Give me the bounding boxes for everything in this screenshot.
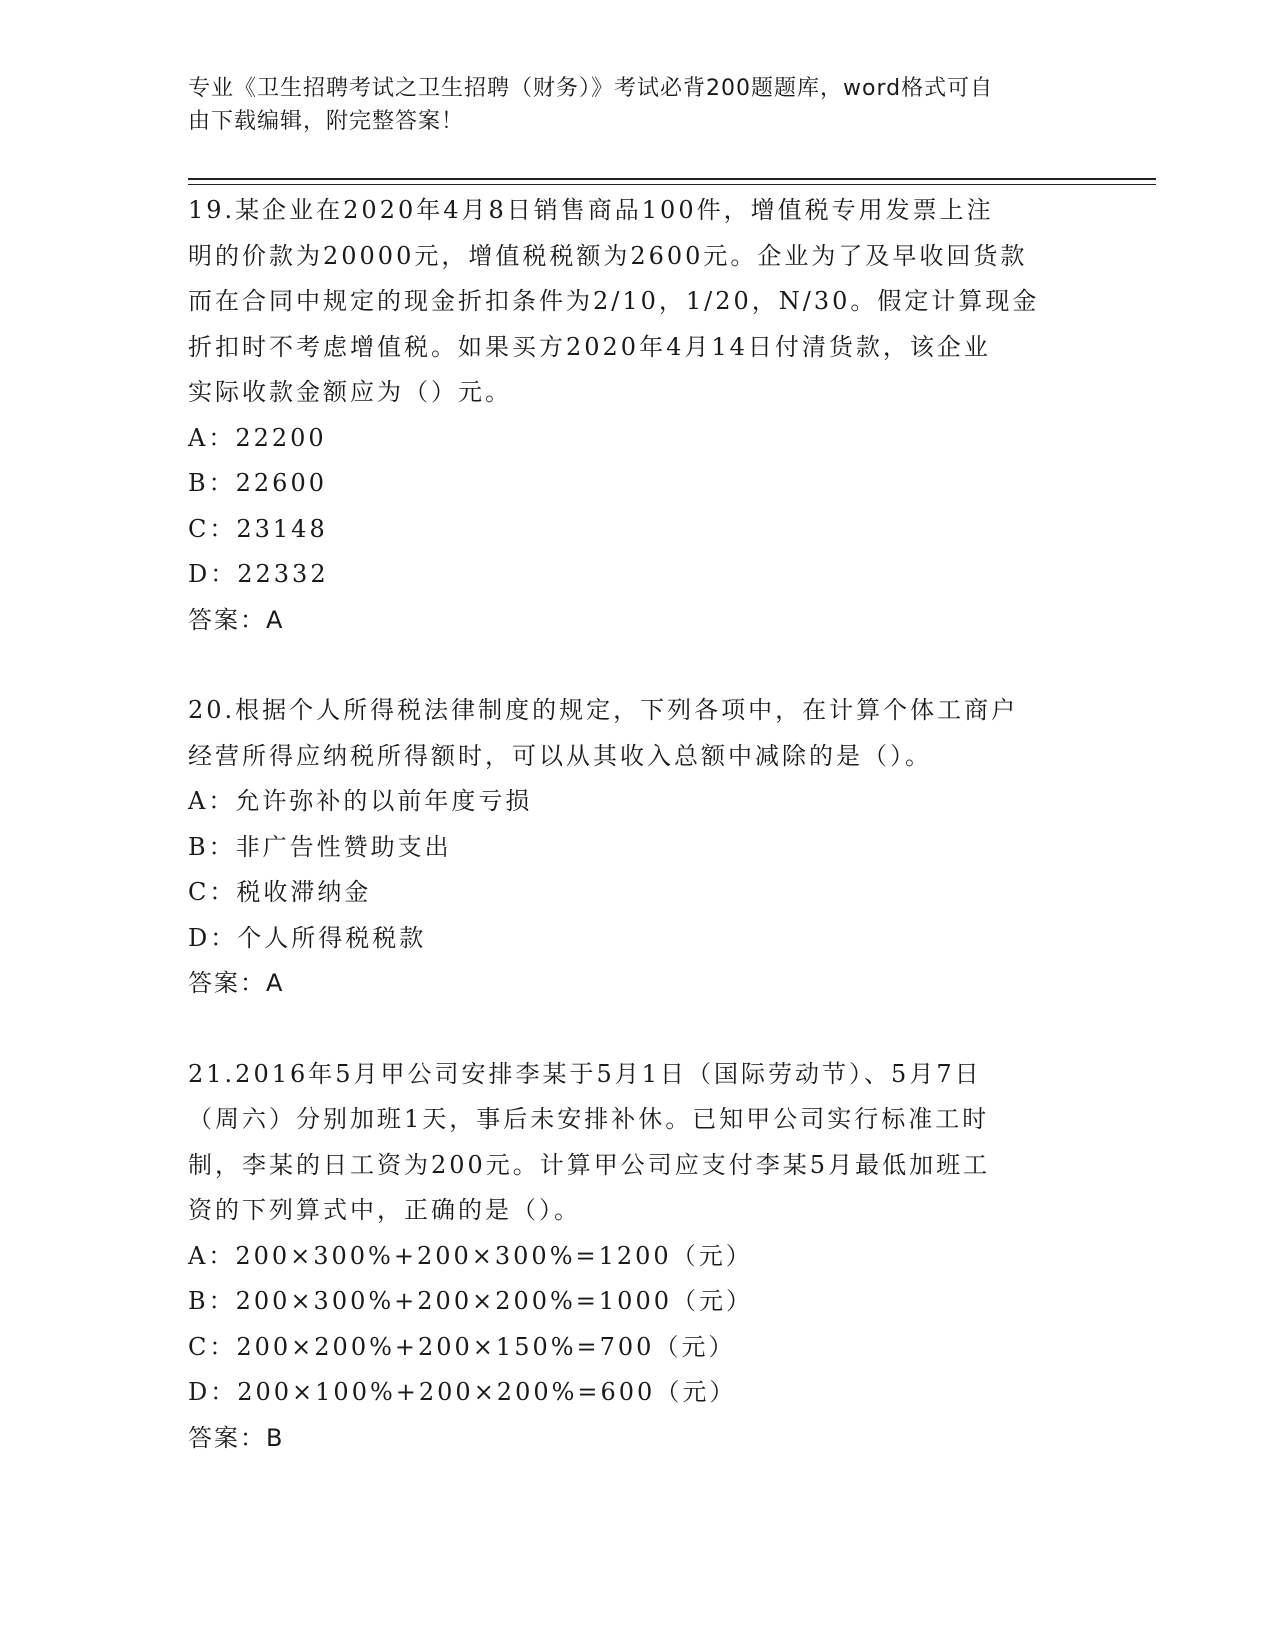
question-text-line: 19.某企业在2020年4月8日销售商品100件，增值税专用发票上注 — [188, 196, 994, 224]
question-text-line: 明的价款为20000元，增值税税额为2600元。企业为了及早收回货款 — [188, 241, 1028, 270]
answer: 答案：A — [188, 969, 285, 997]
question-text-line: 制，李某的日工资为200元。计算甲公司应支付李某5月最低加班工 — [188, 1150, 991, 1179]
option-c: C：税收滞纳金 — [188, 878, 372, 906]
question-text-line: 21.2016年5月甲公司安排李某于5月1日（国际劳动节）、5月7日 — [188, 1059, 982, 1088]
question-19 — [188, 188, 1088, 643]
option-a: A：允许弥补的以前年度亏损 — [188, 787, 533, 815]
question-text-line: 折扣时不考虑增值税。如果买方2020年4月14日付清货款，该企业 — [188, 332, 991, 361]
question-text-line: 20.根据个人所得税法律制度的规定，下列各项中，在计算个体工商户 — [188, 696, 1019, 724]
answer: 答案：B — [188, 1423, 285, 1452]
question-text-line: 经营所得应纳税所得额时，可以从其收入总额中减除的是（）。 — [188, 741, 932, 770]
option-d: D：个人所得税税款 — [188, 923, 427, 952]
option-b: B：非广告性赞助支出 — [188, 832, 452, 861]
header-rule-thick — [188, 178, 1156, 180]
option-a: A：200×300%+200×300%=1200（元） — [188, 1241, 753, 1270]
header-rule-thin — [188, 184, 1156, 185]
header-line-2: 由下载编辑，附完整答案！ — [188, 109, 465, 134]
option-c: C：23148 — [188, 514, 328, 543]
question-list — [188, 188, 1088, 1461]
spacer — [188, 643, 1088, 688]
question-text-line: 而在合同中规定的现金折扣条件为2/10，1/20，N/30。假定计算现金 — [188, 287, 1040, 315]
option-a: A：22200 — [188, 423, 327, 452]
question-text-line: （周六）分别加班1天，事后未安排补休。已知甲公司实行标准工时 — [188, 1105, 990, 1133]
question-text-line: 资的下列算式中，正确的是（）。 — [188, 1196, 581, 1224]
answer: 答案：A — [188, 605, 285, 634]
question-20 — [188, 688, 1088, 1007]
option-d: D：200×100%+200×200%=600（元） — [188, 1378, 737, 1406]
spacer — [188, 1007, 1088, 1052]
document-header — [188, 72, 1068, 138]
question-text-line: 实际收款金额应为（）元。 — [188, 378, 512, 406]
question-21 — [188, 1052, 1088, 1462]
option-b: B：22600 — [188, 469, 327, 497]
option-b: B：200×300%+200×200%=1000（元） — [188, 1287, 753, 1315]
option-d: D：22332 — [188, 560, 329, 588]
option-c: C：200×200%+200×150%=700（元） — [188, 1332, 736, 1361]
header-line-1: 专业《卫生招聘考试之卫生招聘（财务）》考试必背200题题库，word格式可自 — [188, 76, 994, 101]
